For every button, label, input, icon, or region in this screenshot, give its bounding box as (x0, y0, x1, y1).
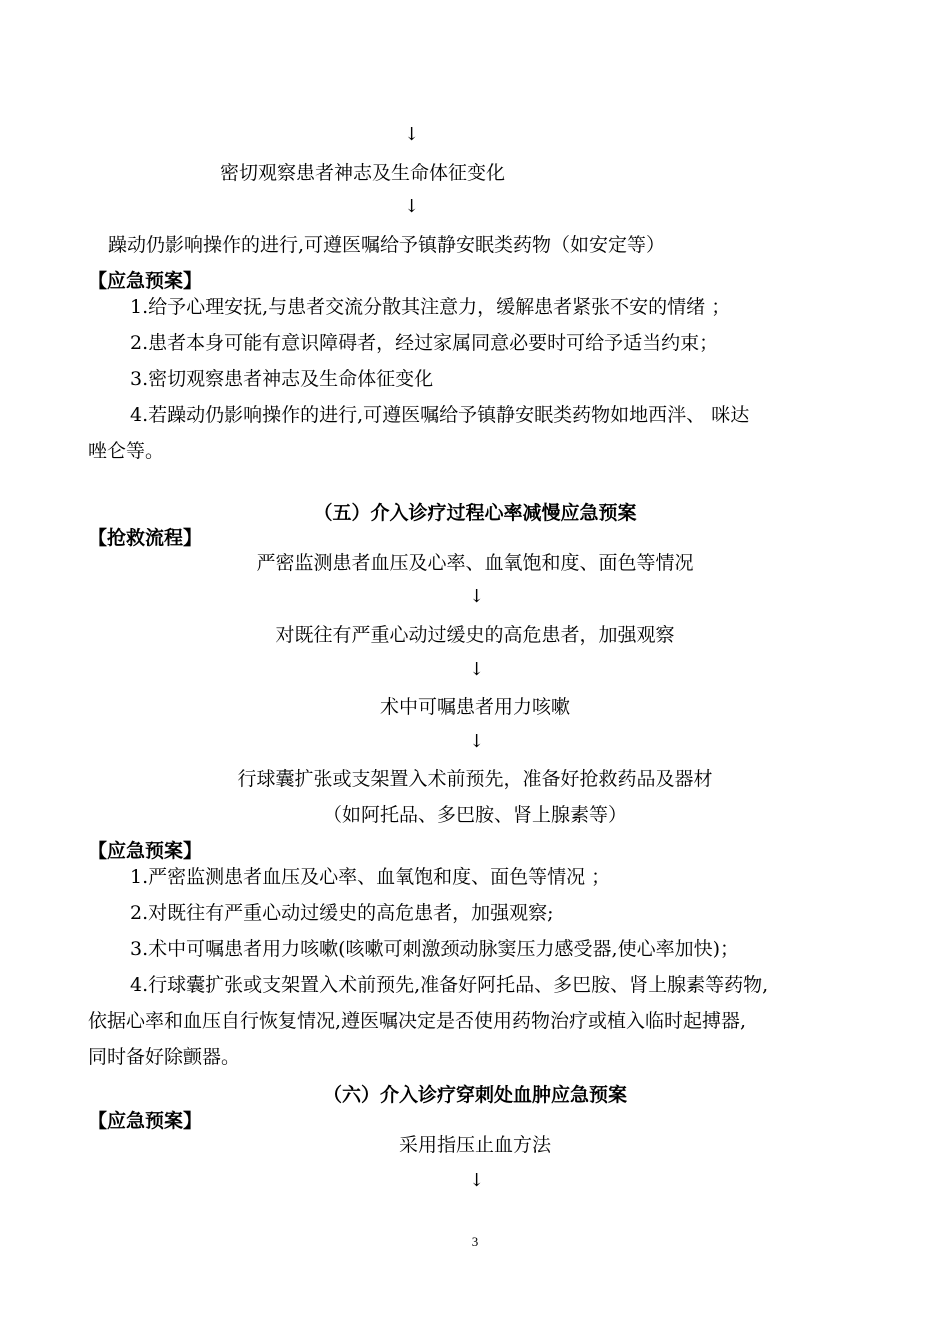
plan-item: 2.患者本身可能有意识障碍者，经过家属同意必要时可给予适当约束； (130, 332, 719, 354)
flow-arrow-icon: ↓ (469, 659, 485, 680)
plan-item: 3.密切观察患者神志及生命体征变化 (130, 368, 434, 390)
plan-item: 1.严密监测患者血压及心率、血氧饱和度、面色等情况 ； (130, 866, 611, 888)
flow-step-sedation: 躁动仍影响操作的进行,可遵医嘱给予镇静安眠类药物（如安定等） (108, 234, 666, 256)
plan-item: 3.术中可嘱患者用力咳嗽(咳嗽可刺激颈动脉窦压力感受器,使心率加快)； (130, 938, 739, 960)
flow-step: 对既往有严重心动过缓史的高危患者，加强观察 (275, 624, 675, 646)
flow-heading: 【抢救流程】 (88, 527, 203, 549)
flow-step-observe: 密切观察患者神志及生命体征变化 (220, 162, 506, 184)
page-number: 3 (471, 1234, 479, 1249)
section-title: （五）介入诊疗过程心率减慢应急预案 (313, 502, 637, 524)
plan-heading: 【应急预案】 (88, 270, 203, 292)
flow-arrow-icon: ↓ (404, 124, 420, 145)
section-title: （六）介入诊疗穿刺处血肿应急预案 (322, 1084, 627, 1106)
plan-heading: 【应急预案】 (88, 840, 203, 862)
flow-step: 采用指压止血方法 (398, 1134, 551, 1156)
flow-step: 术中可嘱患者用力咳嗽 (379, 696, 570, 718)
flow-arrow-icon: ↓ (469, 731, 485, 752)
flow-step: 严密监测患者血压及心率、血氧饱和度、面色等情况 (256, 552, 694, 574)
flow-arrow-icon: ↓ (404, 196, 420, 217)
plan-item-continuation: 同时备好除颤器。 (88, 1046, 241, 1068)
flow-step-note: （如阿托品、多巴胺、肾上腺素等） (322, 804, 627, 826)
plan-item: 4.行球囊扩张或支架置入术前预先,准备好阿托品、多巴胺、肾上腺素等药物, (130, 974, 769, 996)
flow-step: 行球囊扩张或支架置入术前预先，准备好抢救药品及器材 (237, 768, 713, 790)
flow-arrow-icon: ↓ (469, 586, 485, 607)
plan-item: 2.对既往有严重心动过缓史的高危患者，加强观察; (130, 902, 554, 924)
plan-item: 4.若躁动仍影响操作的进行,可遵医嘱给予镇静安眠类药物如地西泮、 咪达 (130, 404, 750, 426)
plan-item-continuation: 依据心率和血压自行恢复情况,遵医嘱决定是否使用药物治疗或植入临时起搏器, (88, 1010, 747, 1032)
plan-item: 1.给予心理安抚,与患者交流分散其注意力，缓解患者紧张不安的情绪 ； (130, 296, 731, 318)
flow-arrow-icon: ↓ (469, 1170, 485, 1191)
plan-item-continuation: 唑仑等。 (88, 440, 165, 462)
plan-heading: 【应急预案】 (88, 1110, 203, 1132)
